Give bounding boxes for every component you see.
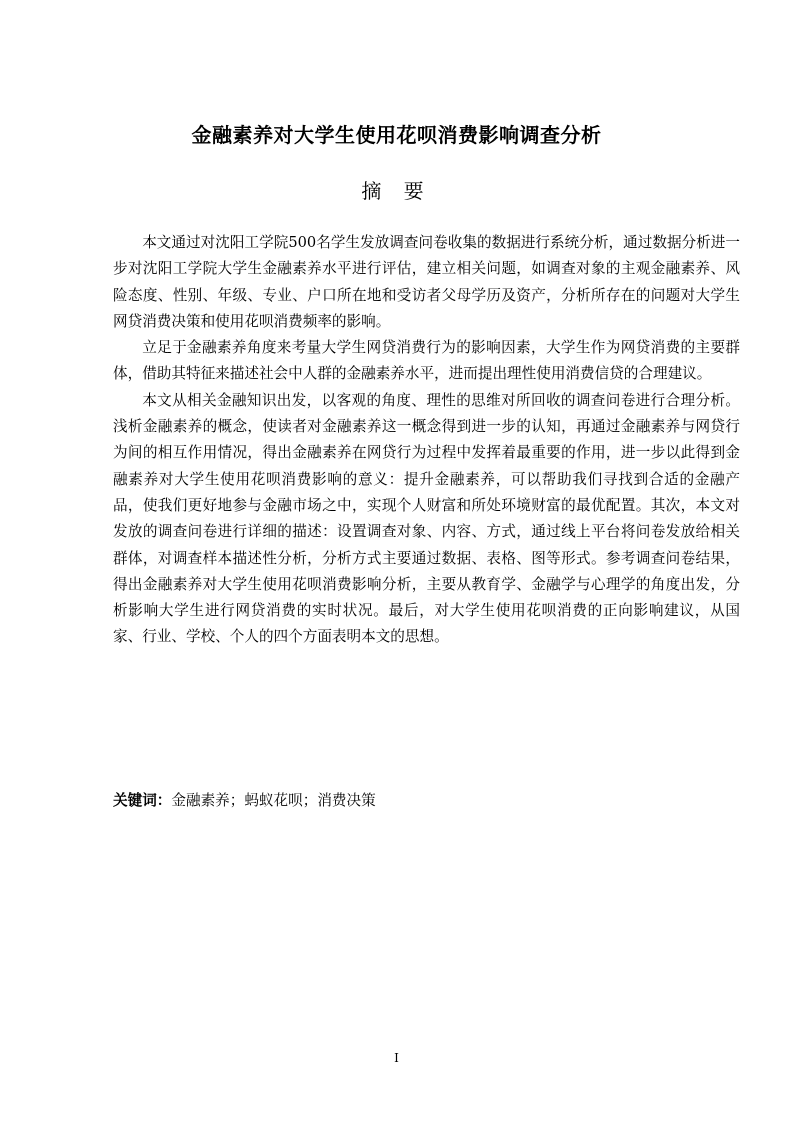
abstract-heading: 摘 要	[361, 179, 432, 203]
keywords-value: 金融素养；蚂蚁花呗；消费决策	[171, 792, 376, 809]
document-title: 金融素养对大学生使用花呗消费影响调查分析	[191, 123, 602, 147]
abstract-paragraph-2: 立足于金融素养角度来考量大学生网贷消费行为的影响因素，大学生作为网贷消费的主要群体，借助其特征来描述社会中人群的金融素养水平，进而提出理性使用消费信贷的合理建议。	[113, 339, 740, 383]
keywords-label: 关键词：	[113, 792, 172, 809]
abstract-paragraph-3: 本文从相关金融知识出发，以客观的角度、理性的思维对所回收的调查问卷进行合理分析。浅析金融素养的概念，使读者对金融素养这一概念得到进一步的认知，再通过金融素养与网贷行为间的相互作用情况，得出金融素养在网贷行为过程中发挥着最重要的作用，进一步以此得到金融素养对大学生使用花呗消费影响的意义：提升金融素养，可以帮助我们寻找到合适的金融产品，使我们更好地参与金融市场之中，实现个人财富和所处环境财富的最优配置。其次，本文对发放的调查问卷进行详细的描述：设置调查对象、内容、方式，通过线上平台将问卷发放给相关群体，对调查样本描述性分析，分析方式主要通过数据、表格、图等形式。参考调查问卷结果，得出金融素养对大学生使用花呗消费影响分析，主要从教育学、金融学与心理学的角度出发，分析影响大学生进行网贷消费的实时状况。最后，对大学生使用花呗消费的正向影响建议，从国家、行业、学校、个人的四个方面表明本文的思想。	[113, 391, 740, 646]
abstract-body	[113, 230, 740, 651]
keywords-line	[113, 788, 740, 814]
abstract-paragraph-1: 本文通过对沈阳工学院500名学生发放调查问卷收集的数据进行系统分析，通过数据分析进一步对沈阳工学院大学生金融素养水平进行评估，建立相关问题，如调查对象的主观金融素养、风险态度、性别、年级、专业、户口所在地和受访者父母学历及资产，分析所存在的问题对大学生网贷消费决策和使用花呗消费频率的影响。	[113, 234, 740, 330]
page-number: I	[394, 1051, 399, 1065]
